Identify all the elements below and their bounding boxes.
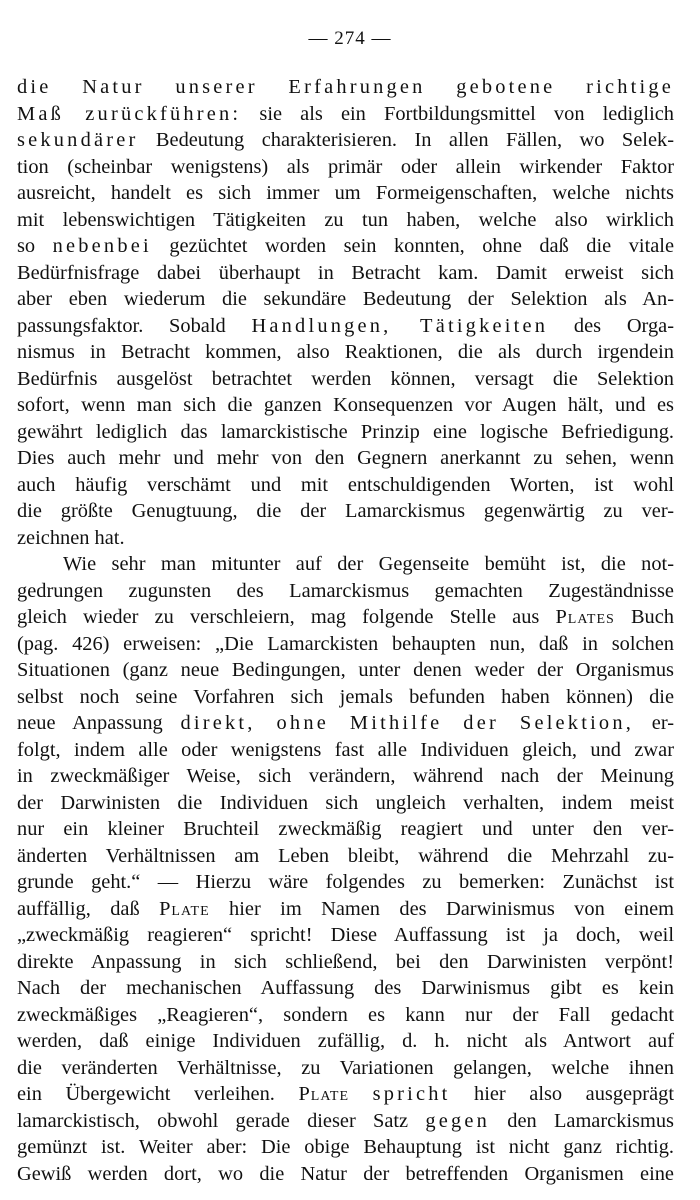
- text-segment: „zweckmäßig reagieren“ spricht! Diese Auffassung ist ja doch, weil: [17, 924, 674, 946]
- text-line: [17, 419, 674, 446]
- text-segment: in zweckmäßiger Weise, sich verändern, während nach der Meinung: [17, 765, 674, 787]
- text-line: [17, 207, 674, 234]
- text-segment: zeichnen hat.: [17, 526, 125, 549]
- text-line: [17, 445, 674, 472]
- text-line: [17, 684, 674, 711]
- text-line: [17, 260, 674, 287]
- text-segment: des Orga-: [548, 314, 675, 337]
- text-line: [17, 869, 674, 896]
- text-segment: ausreicht, handelt es sich immer um Formeigenschaften, welche nichts: [17, 182, 674, 204]
- text-line: [17, 710, 674, 737]
- text-segment: Nach der mechanischen Auffassung des Darwinismus gibt es kein: [17, 977, 674, 999]
- spaced-emphasis: Handlungen, Tätigkeiten: [251, 314, 549, 337]
- text-line: [17, 74, 674, 101]
- text-line: [17, 843, 674, 870]
- text-segment: sie als ein Fortbildungsmittel von lediglich: [241, 102, 674, 125]
- text-line: [17, 313, 674, 340]
- text-segment: gleich wieder zu verschleiern, mag folgende Stelle aus: [17, 606, 556, 628]
- text-line: [17, 1002, 674, 1029]
- text-line: [17, 1161, 674, 1188]
- text-segment: hier also ausgeprägt: [450, 1083, 674, 1105]
- text-line: [17, 286, 674, 313]
- text-line: [17, 392, 674, 419]
- text-line: [17, 949, 674, 976]
- text-line: [17, 1028, 674, 1055]
- spaced-emphasis: gegen: [425, 1109, 491, 1132]
- text-line: [17, 180, 674, 207]
- text-segment: (pag. 426) erweisen: „Die Lamarckisten behaupten nun, daß in solchen: [17, 632, 674, 655]
- text-line: [17, 816, 674, 843]
- text-segment: passungsfaktor. Sobald: [17, 314, 252, 337]
- text-segment: die veränderten Verhältnisse, zu Variationen gelangen, welche ihnen: [17, 1056, 674, 1079]
- text-segment: grunde geht.“ — Hierzu wäre folgendes zu bemerken: Zunächst ist: [17, 871, 674, 893]
- text-segment: selbst noch seine Vorfahren sich jemals befunden haben können) die: [17, 685, 674, 708]
- text-segment: werden, daß einige Individuen zufällig, d. h. nicht als Antwort auf: [17, 1030, 674, 1052]
- text-segment: änderten Verhältnissen am Leben bleibt, während die Mehrzahl zu-: [17, 844, 674, 867]
- text-segment: [349, 1083, 373, 1105]
- text-line: [17, 498, 674, 525]
- text-segment: er-: [634, 712, 675, 734]
- text-line: [17, 763, 674, 790]
- text-line: [17, 233, 674, 260]
- small-caps-name: Plate: [298, 1083, 350, 1105]
- text-line: [17, 366, 674, 393]
- text-line: [17, 1055, 674, 1082]
- text-line: [17, 339, 674, 366]
- text-segment: gedrungen zugunsten des Lamarckismus gemachten Zugeständnisse: [17, 579, 674, 602]
- page-number: — 274 —: [308, 28, 392, 49]
- text-line: [17, 154, 674, 181]
- text-segment: Buch: [614, 606, 674, 628]
- spaced-emphasis: Maß zurückführen:: [17, 102, 242, 125]
- text-segment: ein Übergewicht verleihen.: [17, 1083, 299, 1105]
- text-segment: Situationen (ganz neue Bedingungen, unter denen weder der Organismus: [17, 659, 674, 681]
- text-segment: mit lebenswichtigen Tätigkeiten zu tun haben, welche also wirklich: [17, 208, 674, 231]
- text-segment: Bedeutung charakterisieren. In allen Fällen, wo Selek-: [138, 129, 674, 151]
- text-segment: neue Anpassung: [17, 712, 181, 734]
- text-segment: auffällig, daß: [17, 897, 160, 920]
- text-segment: Gewiß werden dort, wo die Natur der betreffenden Organismen eine: [17, 1162, 674, 1185]
- text-segment: den Lamarckismus: [490, 1109, 674, 1132]
- text-line: [17, 1081, 674, 1108]
- text-segment: Bedürfnis ausgelöst betrachtet werden können, versagt die Selektion: [17, 367, 674, 390]
- text-segment: hier im Namen des Darwinismus von einem: [209, 897, 675, 920]
- spaced-emphasis: sekundärer: [17, 129, 139, 151]
- spaced-emphasis: nebenbei: [52, 235, 152, 257]
- text-segment: zweckmäßiges „Reagieren“, sondern es kann nur der Fall gedacht: [17, 1003, 674, 1026]
- text-segment: lamarckistisch, obwohl gerade dieser Satz: [17, 1109, 426, 1132]
- spaced-emphasis: direkt, ohne Mithilfe der Selektion,: [180, 712, 635, 734]
- spaced-emphasis: spricht: [372, 1083, 451, 1105]
- text-segment: die größte Genugtuung, die der Lamarckismus gegenwärtig zu ver-: [17, 500, 674, 522]
- text-line: [17, 551, 674, 578]
- text-segment: direkte Anpassung in sich schließend, bei den Darwinisten verpönt!: [17, 950, 674, 973]
- text-segment: gewährt lediglich das lamarckistische Prinzip eine logische Befriedigung.: [17, 420, 674, 443]
- text-line: [17, 472, 674, 499]
- text-segment: nismus in Betracht kommen, also Reaktionen, die als durch irgendein: [17, 341, 674, 363]
- text-line: [17, 101, 674, 128]
- text-line: [17, 1134, 674, 1161]
- text-segment: folgt, indem alle oder wenigstens fast alle Individuen gleich, und zwar: [17, 738, 674, 761]
- text-line: [17, 790, 674, 817]
- text-segment: aber eben wiederum die sekundäre Bedeutung der Selektion als An-: [17, 288, 674, 310]
- text-line: [17, 604, 674, 631]
- text-line: [17, 578, 674, 605]
- text-segment: Dies auch mehr und mehr von den Gegnern anerkannt zu sehen, wenn: [17, 447, 674, 469]
- text-segment: der Darwinisten die Individuen sich ungleich verhalten, indem meist: [17, 791, 674, 814]
- text-segment: so: [17, 235, 53, 257]
- text-line: [17, 127, 674, 154]
- text-line: [17, 922, 674, 949]
- text-line: [17, 525, 674, 552]
- text-line: [17, 896, 674, 923]
- text-segment: Bedürfnisfrage dabei überhaupt in Betracht kam. Damit erweist sich: [17, 261, 674, 284]
- text-segment: sofort, wenn man sich die ganzen Konsequenzen vor Augen hält, und es: [17, 394, 674, 416]
- text-segment: nur ein kleiner Bruchteil zweckmäßig reagiert und unter den ver-: [17, 818, 674, 840]
- small-caps-name: Plates: [555, 606, 615, 628]
- text-segment: gezüchtet worden sein konnten, ohne daß die vitale: [151, 235, 675, 257]
- text-segment: gemünzt ist. Weiter aber: Die obige Behauptung ist nicht ganz richtig.: [17, 1136, 674, 1158]
- text-segment: Wie sehr man mitunter auf der Gegenseite bemüht ist, die not-: [63, 553, 674, 575]
- text-segment: auch häufig verschämt und mit entschuldigenden Worten, ist wohl: [17, 473, 674, 496]
- text-line: [17, 737, 674, 764]
- text-line: [17, 631, 674, 658]
- text-segment: tion (scheinbar wenigstens) als primär oder allein wirkender Faktor: [17, 155, 674, 178]
- body-text: [17, 74, 674, 1187]
- small-caps-name: Plate: [159, 897, 210, 920]
- text-line: [17, 657, 674, 684]
- spaced-emphasis: die Natur unserer Erfahrungen gebotene richtige: [17, 76, 674, 98]
- text-line: [17, 975, 674, 1002]
- text-line: [17, 1108, 674, 1135]
